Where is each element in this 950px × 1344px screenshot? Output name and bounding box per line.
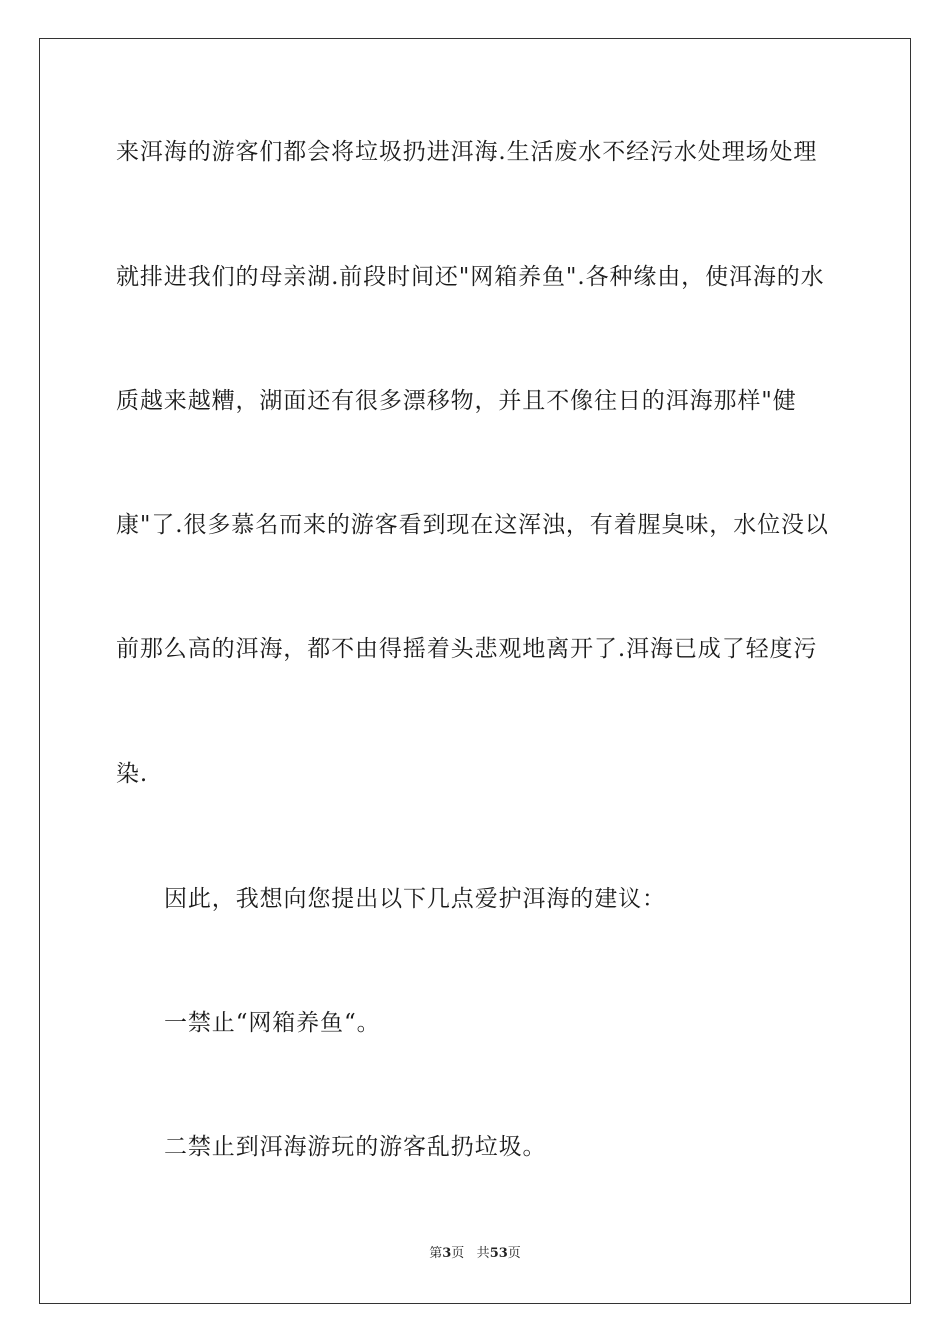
body-text-line: 康"了.很多慕名而来的游客看到现在这浑浊，有着腥臭味，水位没以 (116, 512, 829, 538)
paragraph-suggestion-intro: 因此，我想向您提出以下几点爱护洱海的建议： (164, 886, 666, 912)
body-text-line: 质越来越糟，湖面还有很多漂移物，并且不像往日的洱海那样"健 (116, 388, 797, 414)
body-text-line: 就排进我们的母亲湖.前段时间还"网箱养鱼".各种缘由，使洱海的水 (116, 264, 825, 290)
paragraph-suggestion-2: 二禁止到洱海游玩的游客乱扔垃圾。 (164, 1134, 547, 1160)
total-pages: 53 (489, 1246, 508, 1261)
page-border (39, 38, 911, 1304)
page-prefix: 第 (429, 1246, 443, 1261)
body-text-line: 染. (116, 761, 149, 787)
body-text-line: 来洱海的游客们都会将垃圾扔进洱海.生活废水不经污水处理场处理 (116, 139, 818, 165)
page-number: 3 (442, 1246, 452, 1261)
total-prefix: 共 (476, 1246, 490, 1261)
page-footer (0, 1245, 950, 1263)
page-suffix: 页 (451, 1246, 465, 1261)
body-text-line: 前那么高的洱海，都不由得摇着头悲观地离开了.洱海已成了轻度污 (116, 636, 818, 662)
total-suffix: 页 (507, 1246, 521, 1261)
paragraph-suggestion-1: 一禁止“网箱养鱼“。 (164, 1010, 381, 1036)
